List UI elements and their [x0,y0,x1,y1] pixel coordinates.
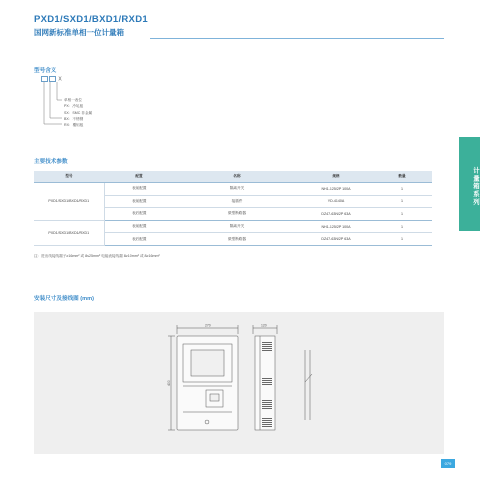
model-cell: PXD1/SXD1/BXD1/RXD1 [34,183,104,221]
spec-cell: YD-4140A [300,195,372,208]
legend-item: 单相一表位 [64,98,82,102]
name-cell: 隔离开关 [174,183,300,196]
page-title: PXD1/SXD1/BXD1/RXD1 [34,14,148,25]
config-cell: 表后配置 [104,208,174,221]
spec-cell: DZ47-63N/2P 63A [300,208,372,221]
name-cell: 微型断路器 [174,233,300,246]
specs-note: 注：进出线接线端子≥16mm² 或 8≤25mm² 电能表接线端 8≥10mm² 或 8≥16mm² [34,254,160,258]
table-row [34,183,432,196]
legend-item: SX：SMC 非金属 [64,110,93,115]
column-header: 规格 [300,171,372,183]
width-dimension: 270 [205,323,211,328]
drawing-heading: 安装尺寸及接线图 (mm) [34,296,94,302]
spec-cell: NH1-125/2P 100A [300,183,372,196]
spec-cell: DZ47-63N/2P 63A [300,233,372,246]
config-cell: 表前配置 [104,183,174,196]
name-cell: 隔离开关 [174,220,300,233]
model-legend [64,97,92,128]
qty-cell: 1 [372,195,432,208]
legend-item: RX：覆铝板 [64,123,84,128]
legend-item: BX：不锈钢 [64,116,84,121]
page-number: 079 [441,459,455,468]
installation-drawing [165,322,345,442]
depth-dimension: 120 [261,323,267,328]
name-cell: 微型断路器 [174,208,300,221]
name-cell: 接插件 [174,195,300,208]
code-letters: X [58,76,62,83]
title-divider [150,38,444,39]
spec-cell: NH1-125/2P 100A [300,220,372,233]
config-cell: 表前配置 [104,220,174,233]
qty-cell: 1 [372,208,432,221]
qty-cell: 1 [372,183,432,196]
column-header: 数量 [372,171,432,183]
config-cell: 表后配置 [104,233,174,246]
side-tab [459,137,480,231]
specs-table [34,171,432,246]
column-header: 名称 [174,171,300,183]
table-header-row [34,171,432,183]
model-meaning-heading: 型号含义 [34,68,57,74]
column-header: 配置 [104,171,174,183]
page-subtitle: 国网新标准单相一位计量箱 [34,28,124,37]
column-header: 型号 [34,171,104,183]
legend-item: PX：冷轧板 [64,104,84,109]
qty-cell: 1 [372,220,432,233]
table-row [34,220,432,233]
config-cell: 表前配置 [104,195,174,208]
height-dimension: 400 [167,380,171,386]
side-tab-label: 计量箱系列 [472,167,479,206]
specs-heading: 主要技术参数 [34,159,68,165]
qty-cell: 1 [372,233,432,246]
model-cell: PXD1/SXD1/BXD1/RXD1 [34,220,104,245]
